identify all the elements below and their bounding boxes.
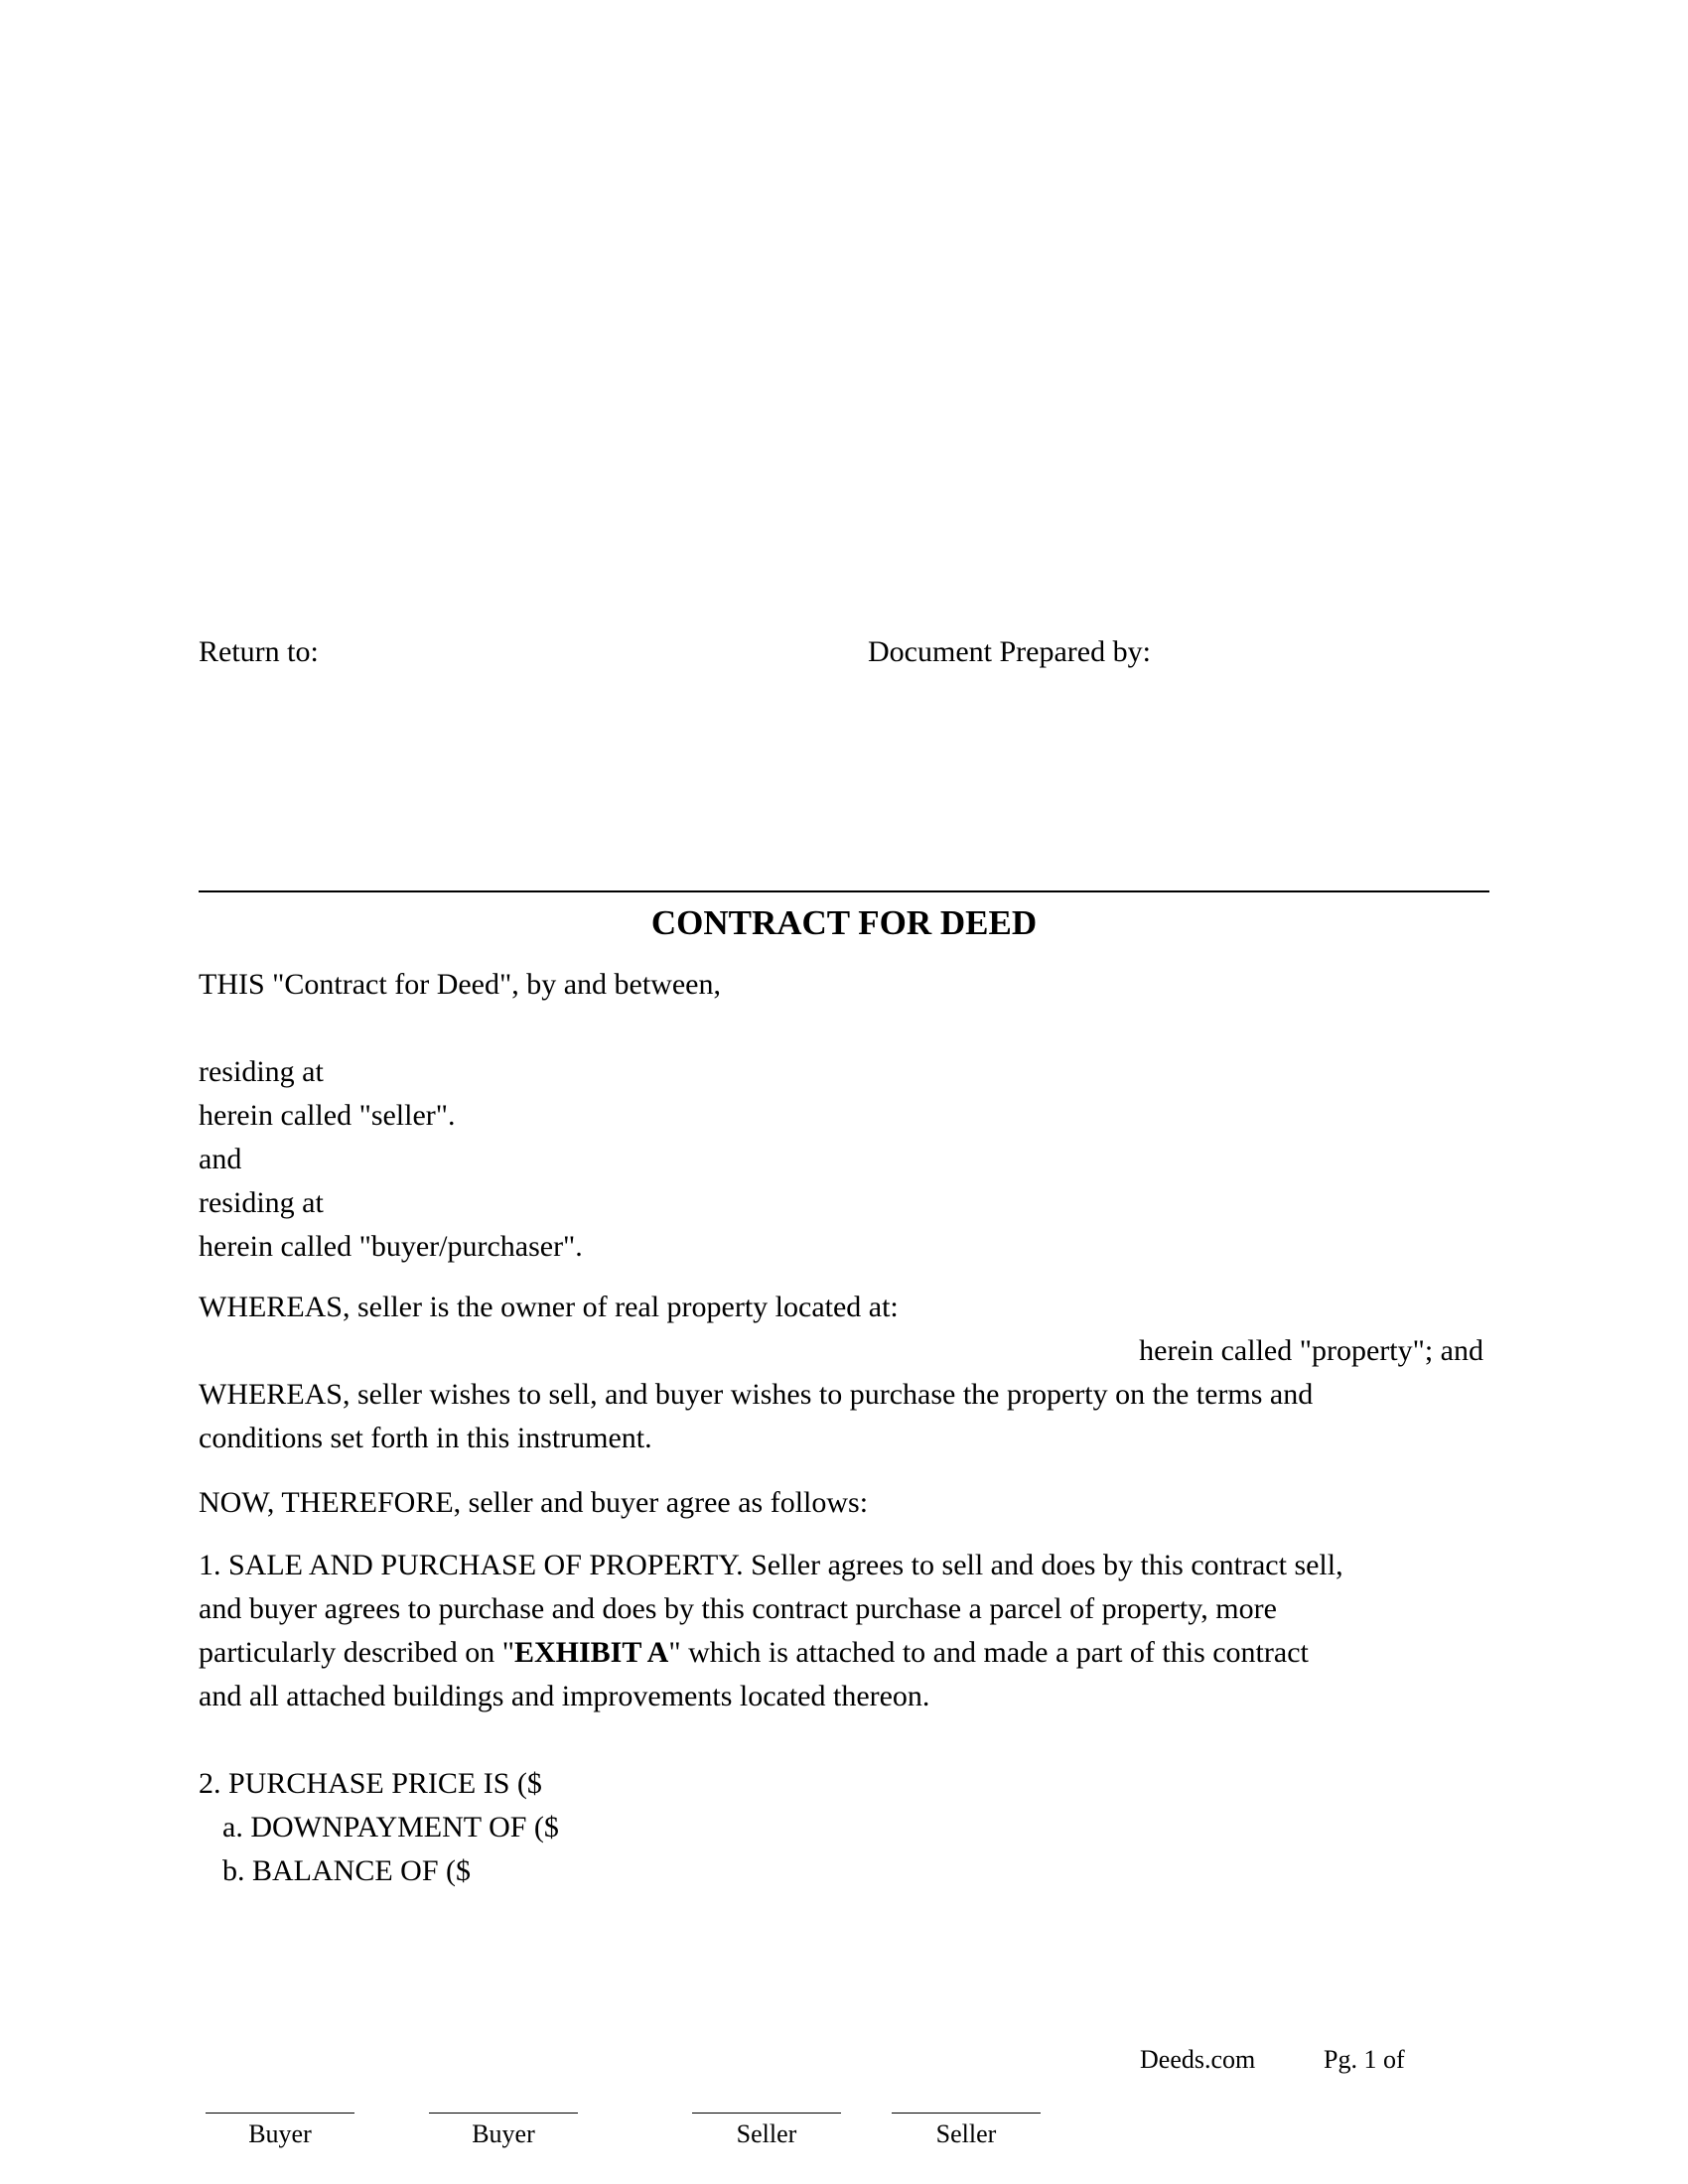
signature-line <box>692 2113 841 2114</box>
seller-residing-text: residing at <box>199 1055 324 1088</box>
now-therefore-block <box>199 1481 1489 1525</box>
whereas-sale-block <box>199 1373 1489 1460</box>
footer-site: Deeds.com <box>1140 2045 1256 2074</box>
whereas-owner-line2: herein called "property"; and <box>1139 1334 1483 1367</box>
signature-buyer-2 <box>429 2113 578 2149</box>
intro-text: THIS "Contract for Deed", by and between, <box>199 968 721 1001</box>
footer-page-number: Pg. 1 of <box>1324 2045 1405 2074</box>
whereas-owner-block <box>199 1286 1489 1373</box>
buyer-residing-text: residing at <box>199 1186 324 1219</box>
and-text: and <box>199 1143 242 1175</box>
section-1-line3-pre: particularly described on " <box>199 1636 514 1669</box>
signature-label: Seller <box>736 2119 797 2148</box>
downpayment-text: a. DOWNPAYMENT OF ($ <box>222 1811 559 1843</box>
title-divider <box>199 890 1489 892</box>
whereas-sale-line1: WHEREAS, seller wishes to sell, and buyer wishes to purchase the property on the terms and <box>199 1378 1314 1411</box>
section-1-line3-post: " which is attached to and made a part of this contract <box>668 1636 1309 1669</box>
exhibit-a-reference: EXHIBIT A <box>513 1636 669 1669</box>
purchase-price-text: 2. PURCHASE PRICE IS ($ <box>199 1767 542 1800</box>
section-1-line4: and all attached buildings and improvements located thereon. <box>199 1680 930 1712</box>
signature-line <box>206 2113 354 2114</box>
seller-called-text: herein called "seller". <box>199 1099 456 1132</box>
parties-block <box>199 1050 1489 1269</box>
return-to-label: Return to: <box>199 635 319 668</box>
signature-label: Buyer <box>472 2119 535 2148</box>
section-1-line1: 1. SALE AND PURCHASE OF PROPERTY. Seller agrees to sell and does by this contract sell, <box>199 1549 1343 1581</box>
signature-line <box>429 2113 578 2114</box>
whereas-sale-line2: conditions set forth in this instrument. <box>199 1422 652 1454</box>
signature-buyer-1 <box>206 2113 354 2149</box>
whereas-owner-line1: WHEREAS, seller is the owner of real property located at: <box>199 1291 899 1323</box>
section-1-line3 <box>199 1631 1489 1675</box>
signature-seller-1 <box>692 2113 841 2149</box>
section-1-block <box>199 1544 1489 1718</box>
intro-block <box>199 963 1489 1007</box>
balance-text: b. BALANCE OF ($ <box>222 1854 472 1887</box>
signature-label: Buyer <box>248 2119 312 2148</box>
now-therefore-text: NOW, THEREFORE, seller and buyer agree as follows: <box>199 1486 869 1519</box>
signature-line <box>892 2113 1041 2114</box>
prepared-by-label: Document Prepared by: <box>868 635 1151 668</box>
buyer-called-text: herein called "buyer/purchaser". <box>199 1230 583 1263</box>
section-2-block <box>199 1762 1489 1893</box>
section-1-line2: and buyer agrees to purchase and does by this contract purchase a parcel of property, more <box>199 1592 1277 1625</box>
signature-seller-2 <box>892 2113 1041 2149</box>
signature-label: Seller <box>935 2119 997 2148</box>
document-title: CONTRACT FOR DEED <box>650 903 1038 942</box>
